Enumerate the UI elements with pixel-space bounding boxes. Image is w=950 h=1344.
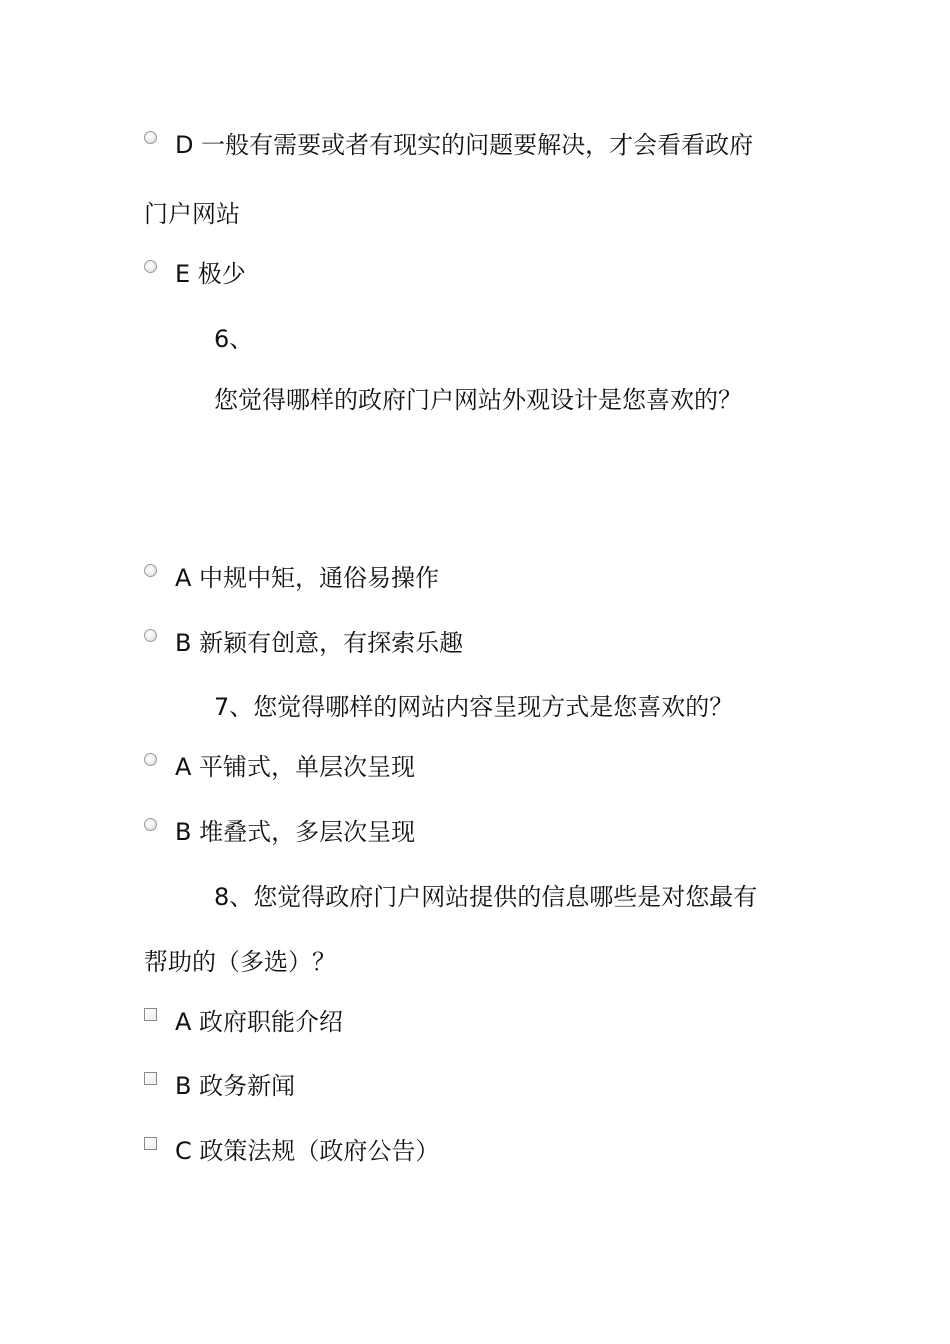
- q8-option-b[interactable]: [144, 1068, 295, 1098]
- q5-option-d-label-continued: 门户网站: [144, 200, 240, 228]
- checkbox-icon[interactable]: [144, 1137, 157, 1150]
- radio-icon[interactable]: [144, 629, 157, 642]
- radio-icon[interactable]: [144, 260, 157, 273]
- q7-option-b-label: B 堆叠式，多层次呈现: [175, 817, 416, 846]
- q5-option-d-label: D 一般有需要或者有现实的问题要解决，才会看看政府: [175, 130, 754, 159]
- q6-option-a[interactable]: [144, 560, 439, 590]
- radio-icon[interactable]: [144, 131, 157, 144]
- radio-icon[interactable]: [144, 564, 157, 577]
- radio-icon[interactable]: [144, 753, 157, 766]
- q7-option-b[interactable]: [144, 814, 415, 844]
- q6-question-text: 您觉得哪样的政府门户网站外观设计是您喜欢的？: [214, 386, 742, 414]
- q5-option-e-label: E 极少: [175, 259, 246, 288]
- q8-question-text: 8、您觉得政府门户网站提供的信息哪些是对您最有: [214, 883, 758, 911]
- q5-option-e[interactable]: [144, 256, 246, 286]
- q8-option-b-label: B 政务新闻: [175, 1071, 296, 1100]
- q8-option-c[interactable]: [144, 1133, 439, 1163]
- q7-question-text: 7、您觉得哪样的网站内容呈现方式是您喜欢的？: [214, 693, 734, 721]
- q6-option-a-label: A 中规中矩，通俗易操作: [175, 563, 440, 592]
- q6-option-b-label: B 新颖有创意，有探索乐趣: [175, 628, 464, 657]
- q8-option-a[interactable]: [144, 1004, 343, 1034]
- q8-option-a-label: A 政府职能介绍: [175, 1007, 344, 1036]
- q5-option-d[interactable]: [144, 127, 753, 157]
- q7-option-a[interactable]: [144, 749, 415, 779]
- checkbox-icon[interactable]: [144, 1072, 157, 1085]
- q6-number: 6、: [214, 325, 254, 353]
- q7-option-a-label: A 平铺式，单层次呈现: [175, 752, 416, 781]
- q6-option-b[interactable]: [144, 625, 463, 655]
- q8-question-text-continued: 帮助的（多选）？: [144, 948, 336, 976]
- radio-icon[interactable]: [144, 818, 157, 831]
- q8-option-c-label: C 政策法规（政府公告）: [175, 1136, 440, 1165]
- checkbox-icon[interactable]: [144, 1008, 157, 1021]
